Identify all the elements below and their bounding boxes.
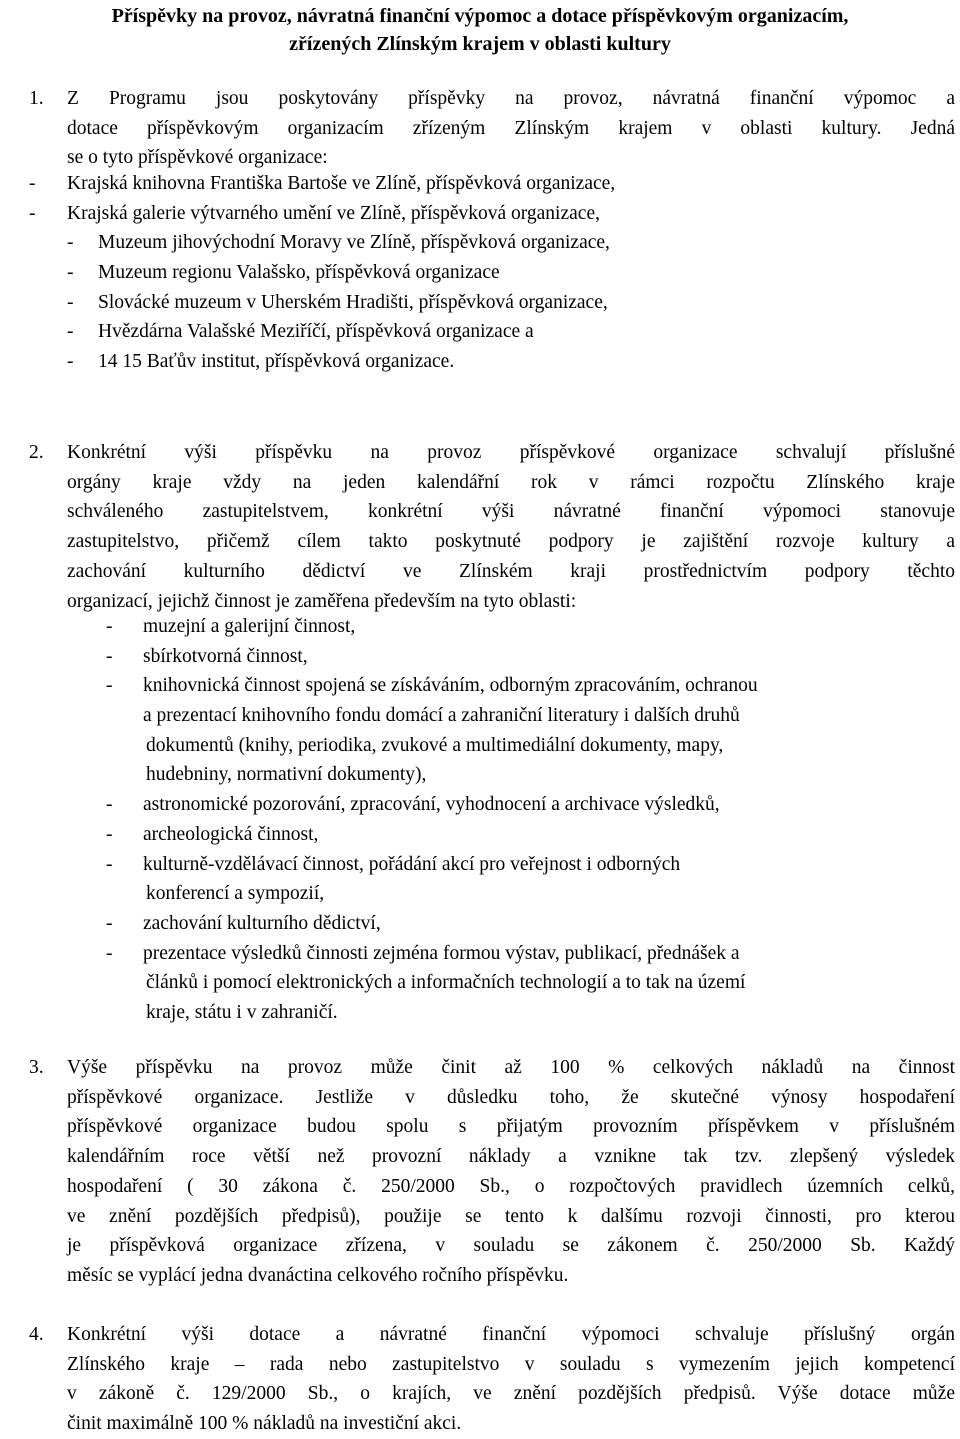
section-body: [67, 438, 955, 616]
list-item: [0, 824, 960, 854]
paragraph-line: měsíc se vyplácí jedna dvanáctina celkového ročního příspěvku.: [67, 1264, 569, 1286]
title-line-1: Příspěvky na provoz, návratná finanční výpomoc a dotace příspěvkovým organizacím,: [111, 5, 849, 27]
list-item: [0, 646, 960, 676]
list-item-text: kulturně-vzdělávací činnost, pořádání akcí pro veřejnost i odborných: [143, 853, 681, 875]
list-item: [0, 292, 960, 322]
list-item-text: Muzeum regionu Valašsko, příspěvková organizace: [98, 262, 500, 284]
list-item: [0, 203, 960, 233]
list-dash: -: [106, 942, 113, 964]
paragraph-line: ve znění pozdějších předpisů), použije se tento k dalšímu rozvoji činnosti, pro kterou: [67, 1205, 955, 1227]
list-item: [0, 854, 960, 884]
list-item: [0, 262, 960, 292]
list-dash: -: [106, 912, 113, 934]
list-item-text: knihovnická činnost spojená se získáváním, odborným zpracováním, ochranou: [143, 675, 758, 697]
section-body: [67, 1320, 955, 1439]
paragraph-line: zachování kulturního dědictví ve Zlínském kraji prostřednictvím podpory těchto: [67, 560, 955, 582]
list-item: [0, 232, 960, 262]
list-dash: -: [67, 321, 74, 343]
list-item-continuation: [0, 972, 960, 1002]
paragraph-line: je příspěvková organizace zřízena, v souladu se zákonem č. 250/2000 Sb. Každý: [67, 1235, 955, 1257]
list-dash: -: [29, 202, 36, 224]
list-item: [0, 675, 960, 705]
list-dash: -: [106, 675, 113, 697]
list-item: [0, 794, 960, 824]
list-item-continuation: [0, 883, 960, 913]
paragraph-line: orgány kraje vždy na jeden kalendářní rok v rámci rozpočtu Zlínského kraje: [67, 471, 955, 493]
list-item-text: Krajská knihovna Františka Bartoše ve Zlíně, příspěvková organizace,: [67, 173, 616, 194]
paragraph-line: příspěvkové organizace. Jestliže v důsledku toho, že skutečné výnosy hospodaření: [67, 1086, 955, 1108]
list-dash: -: [106, 823, 113, 845]
list-item-text: zachování kulturního dědictví,: [143, 912, 381, 934]
list-item-text: Krajská galerie výtvarného umění ve Zlíně, příspěvková organizace,: [67, 202, 600, 224]
section-number: 3.: [29, 1057, 44, 1078]
list-item-continuation: [0, 705, 960, 735]
list-item: [0, 913, 960, 943]
section-number: 4.: [29, 1324, 44, 1345]
paragraph-line: Konkrétní výši příspěvku na provoz příspěvkové organizace schvalují příslušné: [67, 442, 955, 463]
list-item: [0, 351, 960, 381]
paragraph-line: kalendářním roce větší než provozní náklady a vznikne tak tzv. zlepšený výsledek: [67, 1146, 955, 1168]
activity-list: [0, 616, 960, 1032]
paragraph-line: organizací, jejichž činnost je zaměřena především na tyto oblasti:: [67, 590, 577, 612]
paragraph-line: v zákoně č. 129/2000 Sb., o krajích, ve znění pozdějších předpisů. Výše dotace může: [67, 1383, 955, 1405]
paragraph-line: se o tyto příspěvkové organizace:: [67, 147, 328, 169]
list-item-text: 14 15 Baťův institut, příspěvková organizace.: [98, 351, 455, 373]
list-item-text: kraje, státu i v zahraničí.: [146, 1001, 338, 1023]
section-number: 2.: [29, 442, 44, 463]
list-item-text: astronomické pozorování, zpracování, vyhodnocení a archivace výsledků,: [143, 794, 720, 816]
list-item-text: Slovácké muzeum v Uherském Hradišti, příspěvková organizace,: [98, 291, 608, 313]
paragraph-line: schváleného zastupitelstvem, konkrétní výši návratné finanční výpomoci stanovuje: [67, 501, 955, 523]
list-item-text: článků i pomocí elektronických a informačních technologií a to tak na území: [146, 972, 746, 994]
list-item-text: Muzeum jihovýchodní Moravy ve Zlíně, příspěvková organizace,: [98, 232, 610, 254]
list-dash: -: [106, 794, 113, 816]
list-dash: -: [106, 853, 113, 875]
section-body: [67, 1053, 955, 1291]
list-item-continuation: [0, 1002, 960, 1032]
list-item: [0, 321, 960, 351]
list-item-text: dokumentů (knihy, periodika, zvukové a multimediální dokumenty, mapy,: [146, 734, 724, 756]
list-dash: -: [29, 173, 36, 194]
list-item-text: konferencí a sympozií,: [146, 883, 325, 905]
list-dash: -: [106, 616, 113, 637]
list-item-text: hudebniny, normativní dokumenty),: [146, 764, 427, 786]
organization-list: [0, 173, 960, 381]
list-item: [0, 943, 960, 973]
list-item-text: prezentace výsledků činnosti zejména formou výstav, publikací, přednášek a: [143, 942, 740, 964]
paragraph-line: příspěvkové organizace budou spolu s přijatým provozním příspěvkem v příslušném: [67, 1116, 955, 1138]
document-title: [0, 2, 960, 58]
paragraph-line: dotace příspěvkovým organizacím zřízeným Zlínským krajem v oblasti kultury. Jedná: [67, 117, 955, 139]
section-body: [67, 84, 955, 173]
list-item-continuation: [0, 735, 960, 765]
list-item-text: muzejní a galerijní činnost,: [143, 616, 356, 637]
list-item-text: a prezentací knihovního fondu domácí a zahraniční literatury i dalších druhů: [143, 705, 740, 727]
paragraph-line: Konkrétní výši dotace a návratné finanční výpomoci schvaluje příslušný orgán: [67, 1324, 955, 1345]
title-line-2: zřízených Zlínským krajem v oblasti kultury: [289, 33, 671, 55]
list-item-text: Hvězdárna Valašské Meziříčí, příspěvková organizace a: [98, 321, 534, 343]
list-item: [0, 616, 960, 646]
section-number: 1.: [29, 88, 44, 109]
list-dash: -: [67, 291, 74, 313]
list-item: [0, 173, 960, 203]
paragraph-line: hospodaření ( 30 zákona č. 250/2000 Sb., o rozpočtových pravidlech územních celků,: [67, 1175, 955, 1197]
list-dash: -: [106, 645, 113, 667]
paragraph-line: činit maximálně 100 % nákladů na investiční akci.: [67, 1413, 462, 1435]
list-item-text: sbírkotvorná činnost,: [143, 645, 308, 667]
list-dash: -: [67, 351, 74, 373]
paragraph-line: zastupitelstvo, přičemž cílem takto poskytnuté podpory je zajištění rozvoje kultury a: [67, 531, 955, 553]
paragraph-line: Z Programu jsou poskytovány příspěvky na provoz, návratná finanční výpomoc a: [67, 88, 955, 109]
list-item-text: archeologická činnost,: [143, 823, 319, 845]
list-item-continuation: [0, 764, 960, 794]
paragraph-line: Výše příspěvku na provoz může činit až 100 % celkových nákladů na činnost: [67, 1057, 955, 1078]
paragraph-line: Zlínského kraje – rada nebo zastupitelstvo v souladu s vymezením jejich kompetencí: [67, 1353, 955, 1375]
list-dash: -: [67, 262, 74, 284]
list-dash: -: [67, 232, 74, 254]
